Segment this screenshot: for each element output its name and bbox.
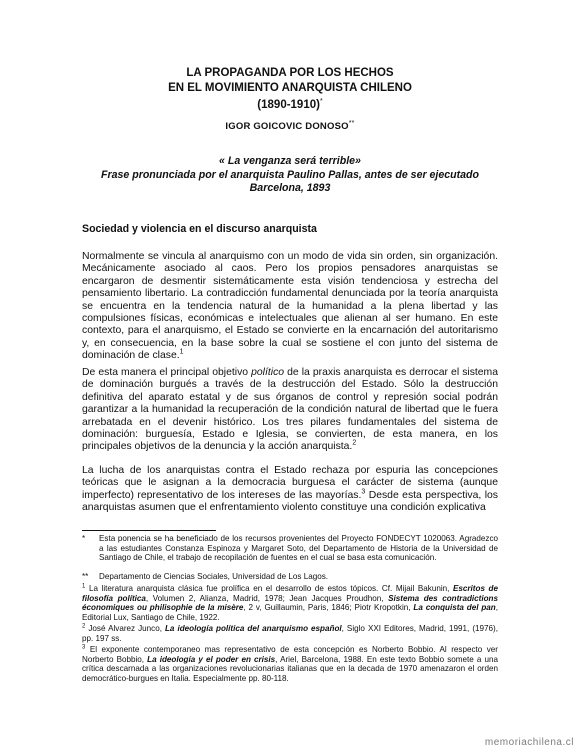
footnote-3 [82,645,498,684]
footnote-1-marker: 1 [82,583,86,590]
footnote-separator [82,530,216,531]
footnote-ref-1: 1 [179,348,184,356]
footnote-ref-3: 3 [361,488,366,496]
paragraph-3-text-a: La lucha de los anarquistas contra el Estado rechaza por espuria las concepciones teóricas que le asignan a la democracia burguesa el carácter de sistema (aunque imperfecto) representativo de los intereses de las mayorías. [82,465,498,501]
footnote-star [82,534,498,563]
footnote-2-marker: 2 [82,623,86,630]
footnote-1-work-3: La conquista del pan [413,603,496,613]
footnote-1-work-1: Escritos de filosofía política [82,584,498,603]
title-line-1: LA PROPAGANDA POR LOS HECHOS [186,67,394,79]
paragraph-2 [82,367,498,454]
footnote-2-text-a: José Alvarez Junco, [85,624,165,633]
footnote-1-work-2: Sistema des contradictions économiques ou philisophie de la misère [82,593,498,613]
title-footnote-marker: * [319,98,323,105]
title-line-2: EN EL MOVIMIENTO ANARQUISTA CHILENO [168,81,412,94]
footnote-double-star-marker: ** [82,572,89,581]
epigraph [60,155,520,196]
title-line-3-wrap [0,95,580,112]
paragraph-3 [82,465,498,515]
paragraph-1 [82,251,498,363]
footnote-3-marker: 3 [82,644,86,651]
paragraph-2-text-a: De esta manera el principal objetivo [82,367,252,378]
footnote-2-work: La ideología política del anarquismo español [164,624,342,633]
footnote-double-star-text: Departamento de Ciencias Sociales, Universidad de Los Lagos. [99,572,329,581]
source-watermark: memoriachilena.cl [484,737,574,748]
footnote-2 [82,624,498,643]
document-title [0,66,580,112]
footnote-3-text-a: El exponente contemporaneo mas representativo de esta concepción es Norberto Bobbio. Al respecto ver Norberto Bobbio, [82,645,498,664]
footnote-double-star [82,572,498,582]
author-footnote-marker: ** [348,120,355,127]
footnote-2-text-b: , Siglo XXI Editores, Madrid, 1991, (1976), pp. 197 ss. [82,624,498,643]
epigraph-quote: « La venganza será terrible» [219,155,361,167]
epigraph-attribution: Frase pronunciada por el anarquista Paulino Pallas, antes de ser ejecutado [101,168,479,181]
footnote-3-text-b: , Ariel, Barcelona, 1988. En este texto Bobbio somete a una crítica descarnada a las organizaciones revolucionarias italianas que en la decada de 1970 amenazaron el orden democrático-burgues en Italia. Especialmente pp. 80-118. [82,654,498,684]
footnote-1-text-a: La literatura anarquista clásica fue prolífica en el desarrollo de estos tópicos. Cf. Mijail Bakunin, [85,584,453,593]
author-line [0,120,580,132]
paragraph-1-text: Normalmente se vincula al anarquismo con un modo de vida sin orden, sin organización. Mecánicamente asociado al caos. Pero los propios pensadores anarquistas se encargaron de desmentir sistemáticamente esta visión tendenciosa y estrecha del pensamiento libertario. La contradicción fundamental denunciada por la teoría anarquista se encuentra en la tendencia natural de la humanidad a la plena libertad y las compulsiones físicas, económicas e intelectuales que alienan al ser humano. En este contexto, para el anarquismo, el Estado se convierte en la encarnación del autoritarismo y, en consecuencia, en la base sobre la cual se sostiene el con junto del sistema de dominación de clase. [82,251,498,362]
title-line-3: (1890-1910) [257,98,320,111]
footnote-1-text-c: , 2 v, Guillaumin, Paris, 1846; Piotr Kropotkin, [243,603,414,613]
paragraph-2-text-b: de la praxis anarquista es derrocar el sistema de dominación burgués a través de la destrucción del Estado. Sólo la destrucción definitiva del aparato estatal y de sus órganos de control y represión social podrán garantizar a la humanidad la recuperación de la condición natural de libertad que le fuera arrebatada en el devenir histórico. Los tres pilares fundamentales del sistema de dominación: burguesía, Estado e Iglesia, se convierten, de esta manera, en los principales objetivos de la denuncia y la acción anarquista. [82,367,498,453]
footnote-star-marker: * [82,534,86,543]
footnote-ref-2: 2 [352,439,357,447]
paragraph-2-emphasis: político [251,367,285,378]
footnote-star-text: Esta ponencia se ha beneficiado de los recursos provenientes del Proyecto FONDECYT 1020063. Agradezco a las estudiantes Constanza Espinoza y Margaret Soto, del Departamento de Historia de la Universidad de Santiago de Chile, el trabajo de recopilación de fuentes en el cual se basa esta comunicación. [99,534,498,563]
footnote-3-work: La ideología y el poder en crisis [147,654,276,664]
paragraph-3-text-b: Desde esta perspectiva, los anarquistas asumen que el enfrentamiento violento constituye una condición explicativa [82,489,499,514]
epigraph-place-date: Barcelona, 1893 [249,182,331,194]
author-name: IGOR GOICOVIC DONOSO [225,121,349,133]
footnote-1-text-d: , Editorial Lux, Santiago de Chile, 1922. [82,603,498,623]
footnote-1 [82,584,498,623]
footnote-1-text-b: , Volumen 2, Alianza, Madrid, 1978; Jean Jacques Proudhon, [145,593,389,603]
section-heading: Sociedad y violencia en el discurso anarquista [82,223,317,235]
